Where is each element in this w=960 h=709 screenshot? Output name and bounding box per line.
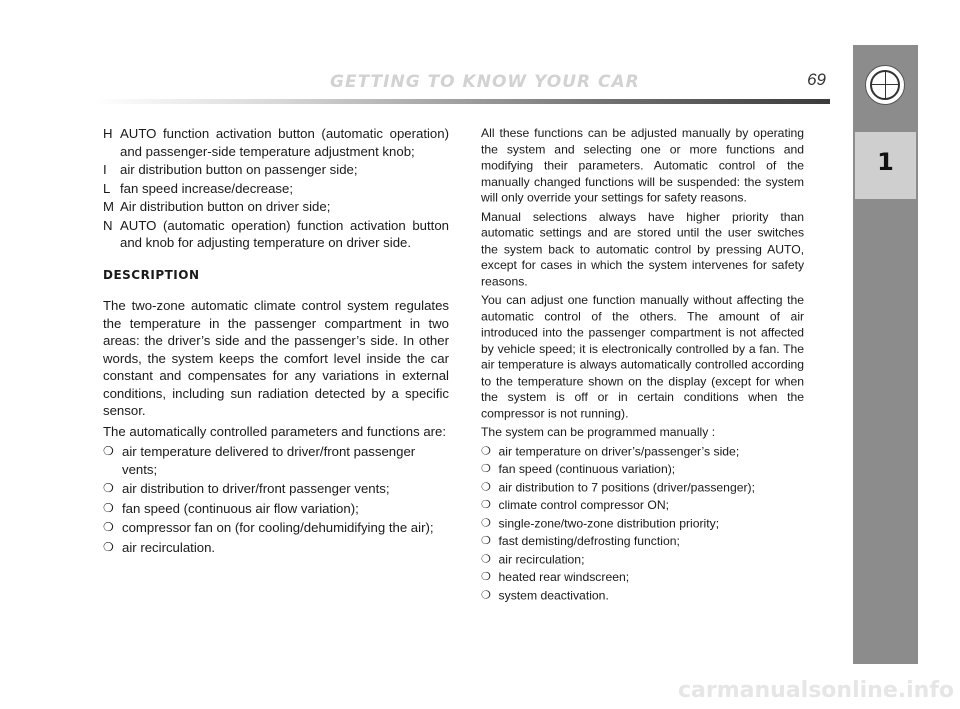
legend-letter: L (103, 180, 111, 196)
header-title: GETTING TO KNOW YOUR CAR (330, 72, 640, 92)
bullet-icon: ❍ (481, 533, 491, 547)
list-item-text: single-zone/two-zone distribution priority; (498, 515, 720, 530)
legend-list (103, 125, 449, 252)
list-item (481, 587, 804, 603)
bullet-icon: ❍ (481, 497, 491, 511)
legend-text: Air distribution button on driver side; (120, 199, 331, 214)
list-item (103, 443, 449, 478)
list-item-text: air temperature delivered to driver/front passenger vents; (122, 444, 416, 477)
bullet-list (103, 443, 449, 556)
list-item-text: fan speed (continuous variation); (498, 461, 676, 476)
legend-item (103, 180, 449, 198)
legend-letter: M (103, 199, 114, 214)
paragraph: You can adjust one function manually without affecting the automatic control of the others. The amount of air introduced into the passenger compartment is not affected by vehicle speed; it is electronically controlled by a fan. The air temperature is always automatically controlled according to the temperature shown on the display (except for when the system is off or in certain conditions when the compressor is not running). (481, 293, 805, 420)
list-item (481, 497, 804, 513)
chapter-tab[interactable] (855, 132, 916, 199)
legend-text: air distribution button on passenger side; (120, 162, 358, 177)
paragraph: Manual selections always have higher priority than automatic settings and are stored until the user switches the system back to automatic control by pressing AUTO, except for cases in which the system intervenes for safety reasons. (481, 209, 805, 288)
list-item (103, 519, 449, 537)
right-column (481, 125, 804, 605)
left-column (103, 125, 449, 558)
list-item (481, 515, 804, 531)
paragraph: The system can be programmed manually : (481, 425, 716, 439)
list-item-text: heated rear windscreen; (498, 569, 630, 584)
bullet-icon: ❍ (481, 479, 491, 493)
legend-item (103, 161, 449, 179)
bullet-icon: ❍ (481, 587, 491, 601)
legend-item (103, 198, 449, 216)
bullet-icon: ❍ (481, 569, 491, 583)
list-item-text: system deactivation. (498, 587, 609, 602)
paragraph: All these functions can be adjusted manually by operating the system and selecting one or more functions and modifying their parameters. Automatic control of the manually changed functions will be suspended: the system will only override your settings for safety reasons. (481, 125, 805, 205)
bullet-icon: ❍ (481, 551, 491, 565)
page-header (95, 68, 830, 108)
legend-text: fan speed increase/decrease; (120, 180, 294, 196)
list-item-text: air distribution to driver/front passenger vents; (122, 481, 390, 496)
list-item-text: compressor fan on (for cooling/dehumidifying the air); (122, 520, 434, 535)
section-title: DESCRIPTION (103, 267, 200, 282)
list-item (481, 479, 804, 495)
list-item-text: climate control compressor ON; (498, 497, 670, 512)
paragraph: The automatically controlled parameters and functions are: (103, 423, 447, 439)
list-item (481, 533, 804, 549)
list-item (103, 480, 449, 498)
legend-letter: I (103, 162, 107, 177)
bullet-list (481, 443, 804, 603)
list-item (103, 500, 449, 518)
legend-text: AUTO (automatic operation) function activation button and knob for adjusting temperature on driver side. (120, 217, 449, 250)
list-item-text: air temperature on driver’s/passenger’s side; (498, 443, 740, 458)
list-item-text: fast demisting/defrosting function; (498, 533, 680, 548)
legend-letter: H (103, 126, 113, 141)
bullet-icon: ❍ (103, 520, 114, 534)
list-item (481, 551, 804, 567)
list-item (103, 539, 449, 557)
bullet-icon: ❍ (103, 481, 114, 495)
bullet-icon: ❍ (481, 443, 491, 457)
list-item (481, 461, 804, 477)
header-rule (95, 99, 830, 104)
list-item-text: air distribution to 7 positions (driver/passenger); (498, 479, 755, 494)
list-item-text: air recirculation; (498, 551, 585, 566)
bullet-icon: ❍ (103, 539, 114, 554)
bullet-icon: ❍ (103, 444, 114, 458)
page-number: 69 (807, 70, 826, 89)
list-item (481, 443, 804, 459)
bullet-icon: ❍ (481, 461, 491, 475)
legend-item (103, 217, 449, 252)
legend-letter: N (103, 217, 113, 233)
paragraph: The two-zone automatic climate control system regulates the temperature in the passenger compartment in two areas: the driver’s side and the passenger’s side. In other words, the system keeps the comfort level inside the car constant and compensates for any variations in external conditions, including sun radiation detected by a specific sensor. (103, 298, 449, 418)
bullet-icon: ❍ (103, 500, 114, 515)
chapter-sidebar (853, 45, 918, 664)
legend-text: AUTO function activation button (automatic operation) and passenger-side temperature adjustment knob; (120, 126, 449, 159)
bullet-icon: ❍ (481, 515, 491, 529)
list-item-text: fan speed (continuous air flow variation); (122, 500, 359, 516)
list-item-text: air recirculation. (122, 539, 216, 555)
legend-item (103, 125, 449, 160)
list-item (481, 569, 804, 585)
chapter-number: 1 (877, 148, 894, 176)
watermark: carmanualsonline.info (678, 678, 954, 703)
alfa-romeo-logo-icon (865, 65, 905, 105)
